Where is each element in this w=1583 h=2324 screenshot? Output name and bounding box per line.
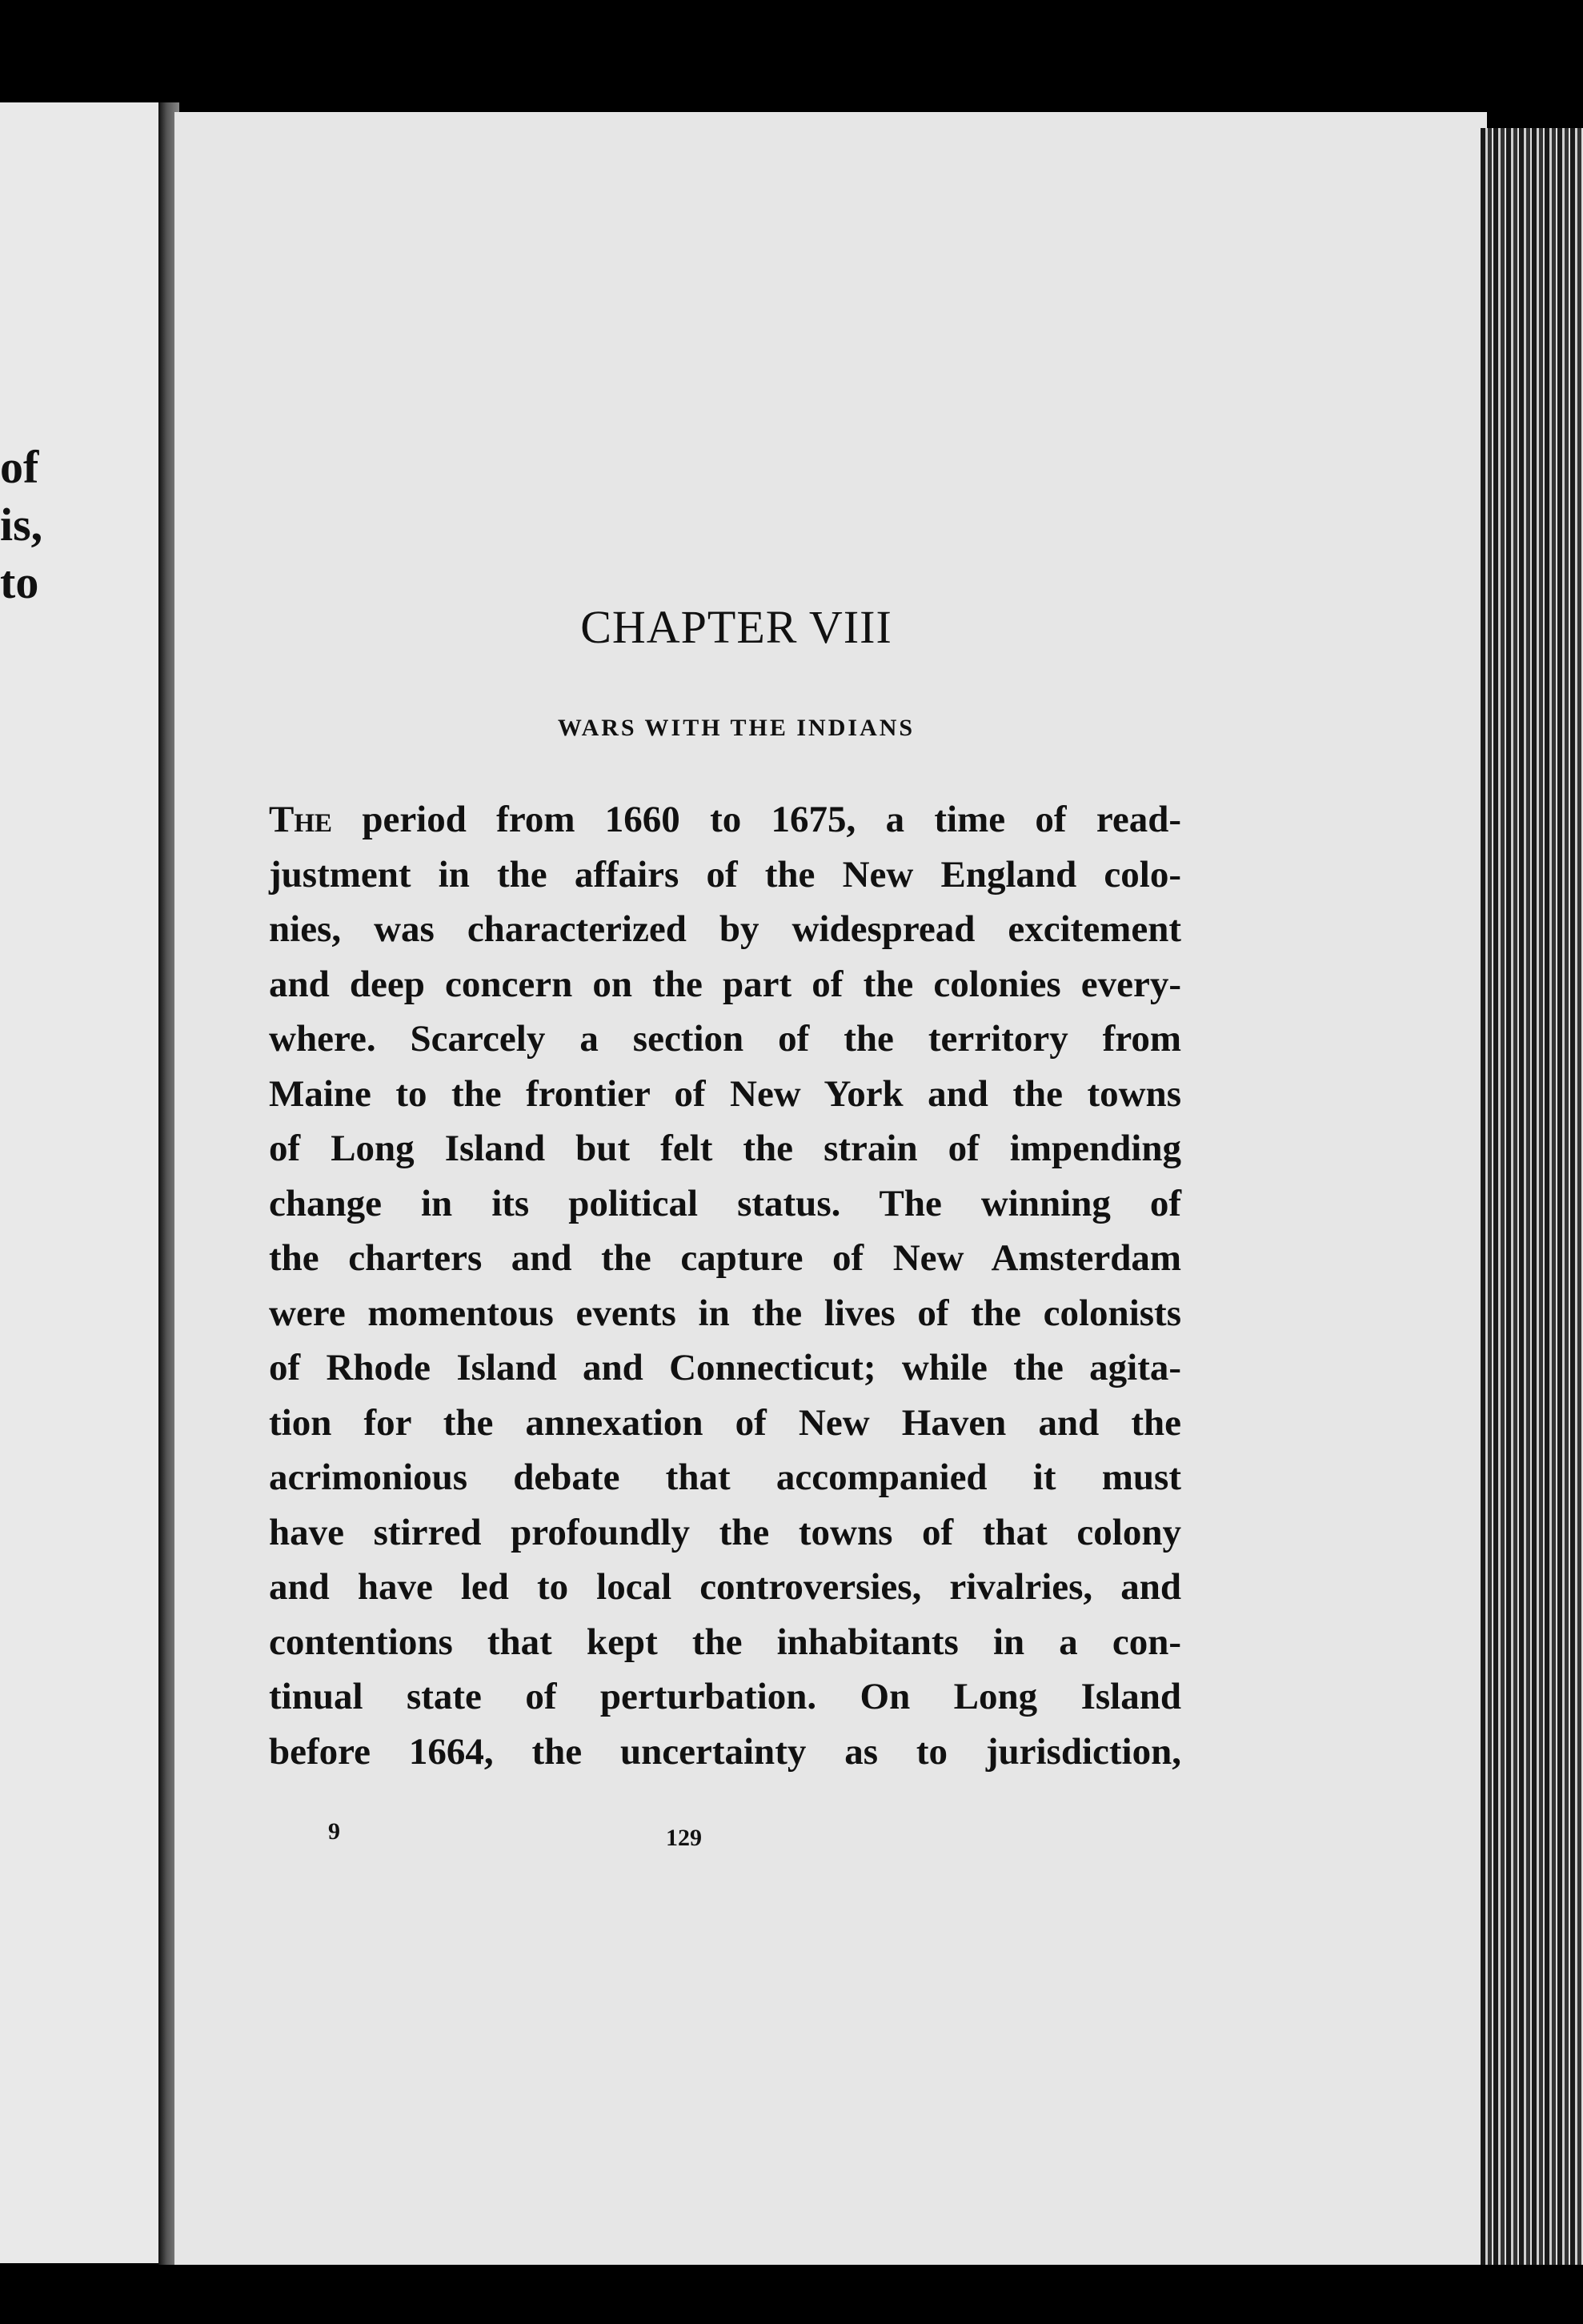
body-line: of Long Island but felt the strain of impending bbox=[269, 1128, 1181, 1169]
body-line-1 bbox=[269, 792, 1181, 847]
facing-page-text bbox=[0, 439, 42, 611]
body-line: of Rhode Island and Connecticut; while the agita- bbox=[269, 1347, 1181, 1388]
chapter-subtitle: WARS WITH THE INDIANS bbox=[557, 715, 916, 741]
body-line: change in its political status. The winning of bbox=[269, 1182, 1181, 1224]
facing-page-fragment: of bbox=[0, 441, 39, 493]
opening-word: The bbox=[269, 799, 333, 840]
page-number: 129 bbox=[666, 1825, 702, 1851]
body-line: and have led to local controversies, rivalries, and bbox=[269, 1566, 1181, 1608]
body-line: tinual state of perturbation. On Long Island bbox=[269, 1676, 1181, 1717]
body-line: the charters and the capture of New Amsterdam bbox=[269, 1237, 1181, 1279]
body-line: nies, was characterized by widespread excitement bbox=[269, 908, 1181, 950]
body-line: where. Scarcely a section of the territory from bbox=[269, 1018, 1181, 1060]
body-line: justment in the affairs of the New England colo- bbox=[269, 853, 1181, 896]
facing-page-fragment: to bbox=[0, 556, 39, 608]
body-line: and deep concern on the part of the colonies every- bbox=[269, 963, 1181, 1005]
body-line: acrimonious debate that accompanied it must bbox=[269, 1457, 1181, 1498]
scan-bottom-edge bbox=[158, 2265, 1583, 2324]
facing-page bbox=[0, 102, 158, 2263]
body-line: Maine to the frontier of New York and the towns bbox=[269, 1072, 1181, 1115]
page-fore-edge bbox=[1481, 128, 1583, 2289]
body-line: tion for the annexation of New Haven and the bbox=[269, 1401, 1181, 1444]
body-line: have stirred profoundly the towns of that colony bbox=[269, 1511, 1181, 1553]
body-line-text: period from 1660 to 1675, a time of read- bbox=[332, 799, 1181, 840]
signature-mark: 9 bbox=[328, 1818, 340, 1845]
chapter-body bbox=[269, 792, 1181, 1779]
chapter-title: CHAPTER VIII bbox=[580, 601, 892, 653]
body-line: were momentous events in the lives of the colonists bbox=[269, 1292, 1181, 1334]
facing-page-fragment: is, bbox=[0, 499, 43, 551]
body-line: contentions that kept the inhabitants in a con- bbox=[269, 1621, 1181, 1663]
body-line: before 1664, the uncertainty as to jurisdiction, bbox=[269, 1730, 1181, 1773]
